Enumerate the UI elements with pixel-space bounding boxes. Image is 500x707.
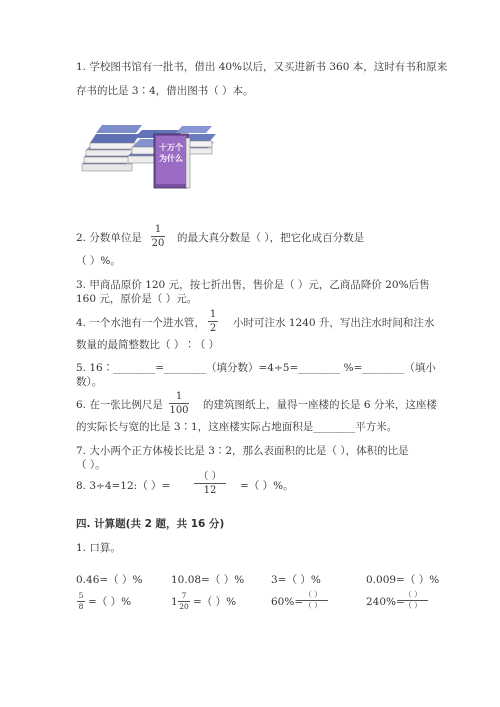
q5-line1: 5. 16∶________=________（填分数）=4÷5=________ %=________（填小 <box>76 362 436 374</box>
calc-r1c4: 0.009=（ ）% <box>366 574 440 586</box>
q2-fraction <box>151 224 165 249</box>
q4-line2: 数量的最简整数比（ ）∶（ ） <box>76 339 220 351</box>
calc-r2c3-num: （ ） <box>304 590 322 599</box>
calc-r2c1-num: 5 <box>78 591 84 600</box>
section4-subtitle: 1. 口算。 <box>76 542 121 554</box>
calc-r2c2-num: 7 <box>181 591 187 600</box>
q4-suffix: 小时可注水 1240 升，写出注水时间和注水 <box>233 317 435 329</box>
q6-suffix: 的建筑图纸上，量得一座楼的长是 6 分米，这座楼 <box>203 399 437 411</box>
q3-line2: 160 元，原价是（ ）元。 <box>76 293 198 305</box>
calc-r2c2-fraction <box>178 592 190 611</box>
q8-frac-num: （ ） <box>198 471 222 482</box>
calc-r2c3-fraction <box>298 591 328 610</box>
fraction-bar <box>208 321 218 322</box>
q1-line1: 1. 学校图书馆有一批书，借出 40%以后，又买进新书 360 本，这时有书和原来 <box>76 61 448 73</box>
q2-prefix: 2. 分数单位是 <box>76 232 142 244</box>
calc-r2c1-den: 8 <box>78 602 84 611</box>
book-cover-title-line1: 十万个 <box>159 142 183 152</box>
fraction-bar <box>194 483 226 484</box>
q7-line2: （ ）。 <box>76 459 106 471</box>
q1-line2: 存书的比是 3∶4，借出图书（ ）本。 <box>76 85 254 97</box>
q2-suffix: 的最大真分数是（ ），把它化成百分数是 <box>177 232 365 244</box>
q6-prefix: 6. 在一张比例尺是 <box>76 399 163 411</box>
calc-r2c2-whole: 1 <box>171 596 178 608</box>
q3-line1: 3. 甲商品原价 120 元，按七折出售，售价是（ ）元，乙商品降价 20%后售 <box>76 279 430 291</box>
q6-fraction <box>169 391 189 416</box>
calc-r1c2: 10.08=（ ）% <box>171 574 245 586</box>
q4-fraction <box>208 309 218 334</box>
q2-line2: （ ）%。 <box>76 255 121 267</box>
calc-r2c1-fraction <box>77 592 85 611</box>
calc-r2c4-fraction <box>398 591 428 610</box>
q2-frac-num: 1 <box>154 224 162 235</box>
calc-r2c2-den: 20 <box>179 602 189 611</box>
q4-frac-den: 2 <box>209 323 217 334</box>
books-illustration <box>76 120 216 190</box>
q4-prefix: 4. 一个水池有一个进水管， <box>76 317 205 329</box>
q6-frac-num: 1 <box>175 391 183 402</box>
q7-line1: 7. 大小两个正方体棱长比是 3∶2，那么表面积的比是（ ），体积的比是 <box>76 445 409 457</box>
calc-r1c3: 3=（ ）% <box>271 574 321 586</box>
q8-prefix: 8. 3÷4=12:（ ）= <box>76 480 171 492</box>
q4-frac-num: 1 <box>209 309 217 320</box>
book-cover-title-line2: 为什么 <box>159 153 183 163</box>
fraction-bar <box>169 403 189 404</box>
fraction-bar <box>151 236 165 237</box>
calc-r2c2-tail: =（ ）% <box>193 596 237 608</box>
q6-line2: 的实际长与宽的比是 3∶1，这座楼实际占地面积是________平方米。 <box>76 421 398 433</box>
calc-r2c4-den: （ ） <box>404 601 422 610</box>
q5-line2: 数）。 <box>76 376 103 388</box>
q2-frac-den: 20 <box>151 238 165 249</box>
q8-frac-den: 12 <box>203 485 217 496</box>
calc-r2c1-tail: =（ ）% <box>88 596 132 608</box>
calc-r2c4-num: （ ） <box>404 590 422 599</box>
calc-r2c3-head: 60%= <box>271 596 304 608</box>
section4-title: 四. 计算题(共 2 题，共 16 分) <box>76 518 225 530</box>
calc-r2c3-den: （ ） <box>304 601 322 610</box>
q6-frac-den: 100 <box>169 405 189 416</box>
q8-suffix: =（ ）%。 <box>240 480 294 492</box>
q8-fraction <box>194 471 226 496</box>
calc-r1c1: 0.46=（ ）% <box>76 574 143 586</box>
calc-r2c4-head: 240%= <box>366 596 405 608</box>
